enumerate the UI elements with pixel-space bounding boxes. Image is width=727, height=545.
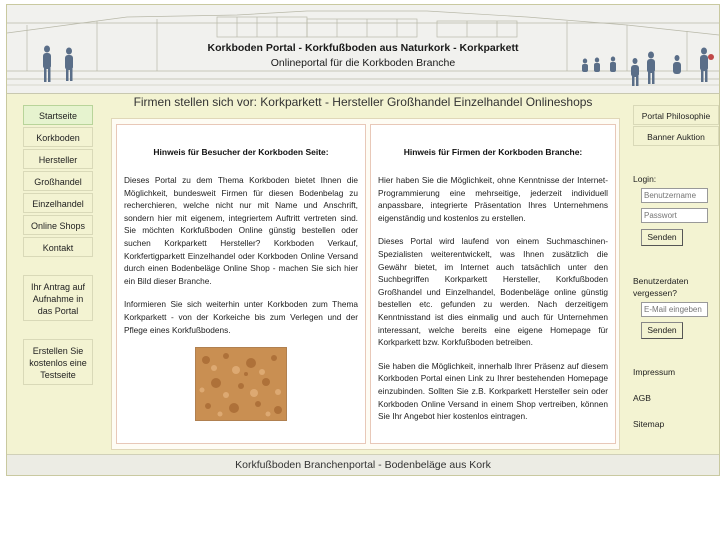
company-info-column xyxy=(370,124,616,444)
nav-item-kontakt[interactable]: Kontakt xyxy=(23,237,93,257)
company-info-paragraph: Sie haben die Möglichkeit, innerhalb Ihrer Präsenz auf diesem Korkboden Portal einen Link zu Ihrer bestehenden Homepage einzubinden. Sollten Sie z.B. Korkparkett Hersteller sein oder Korkboden Online Versand in einem Shop vertreiben, können Sie Ihr Angebot hier kostenlos eintragen. xyxy=(378,360,608,422)
main-content xyxy=(111,118,620,450)
company-info-title: Hinweis für Firmen der Korkboden Branche: xyxy=(403,147,583,157)
cork-texture-image xyxy=(195,347,287,421)
site-title: Korkboden Portal - Korkfußboden aus Naturkork - Korkparkett xyxy=(207,42,519,54)
company-info-paragraph: Dieses Portal wird laufend von einem Suchmaschinen-Spezialisten weiterentwickelt, was Ihnen zusätzlich die Gewähr bietet, im Internet auch tatsächlich unter den Suchbegriffen Korkparkett Hersteller, Korkfußboden Großhandel und Einzelhandel, Bodenbeläge online günstig bestellen etc. gefunden zu werden. Nach derzeitigem Kenntnisstand ist dies einmalig und auch für Unternehmen interessant, welche bereits eine eigene Homepage für Korkparkett bzw. Korkfußboden betreiben. xyxy=(378,236,608,348)
email-input[interactable] xyxy=(641,302,708,317)
right-navigation xyxy=(633,105,721,147)
page-heading: Firmen stellen sich vor: Korkparkett - Hersteller Großhandel Einzelhandel Onlineshops xyxy=(133,95,593,109)
header xyxy=(7,5,719,94)
nav-item-online-shops[interactable]: Online Shops xyxy=(23,215,93,235)
nav-item-korkboden[interactable]: Korkboden xyxy=(23,127,93,147)
left-navigation xyxy=(23,105,93,387)
footer xyxy=(7,454,719,475)
visitor-info-paragraph: Dieses Portal zu dem Thema Korkboden bietet Ihnen die Möglichkeit, bundesweit Firmen für diesen Bodenbelag zu recherchieren, welche nicht nur mit Name und Anschrift, sondern hier mit eigenem, integriertem Auftritt vertreten sind. Sie möchten Korkfußboden Online günstig bestellen oder suchen Korkparkett Hersteller? Korkboden Verkauf, Korkfertigparkett Einzelhandel oder Korkboden Online Versand durch einen Bodenbeläge Online Shop - machen Sie sich hier ein Bild dieser Branche. xyxy=(124,175,358,286)
forgot-credentials-label: Benutzerdaten vergessen? xyxy=(633,276,689,298)
portal-philosophy-link[interactable]: Portal Philosophie xyxy=(633,105,719,125)
page-frame xyxy=(6,4,720,476)
password-input[interactable] xyxy=(641,208,708,223)
nav-item-antrag[interactable]: Ihr Antrag auf Aufnahme in das Portal xyxy=(23,275,93,321)
username-input[interactable] xyxy=(641,188,708,203)
agb-link[interactable]: AGB xyxy=(633,393,651,403)
visitor-info-column xyxy=(116,124,366,444)
login-send-button[interactable]: Senden xyxy=(641,229,683,246)
nav-item-einzelhandel[interactable]: Einzelhandel xyxy=(23,193,93,213)
footer-text: Korkfußboden Branchenportal - Bodenbeläge aus Kork xyxy=(235,459,491,471)
visitor-info-paragraph: Informieren Sie sich weiterhin unter Korkboden zum Thema Korkparkett - von der Korkeiche bis zum Verlegen und der Pflege eines Korkfußbodens. xyxy=(124,299,358,335)
email-send-button[interactable]: Senden xyxy=(641,322,683,339)
visitor-info-title: Hinweis für Besucher der Korkboden Seite: xyxy=(153,147,329,157)
impressum-link[interactable]: Impressum xyxy=(633,367,676,377)
nav-item-grosshandel[interactable]: Großhandel xyxy=(23,171,93,191)
nav-item-startseite[interactable]: Startseite xyxy=(23,105,93,125)
login-label: Login: xyxy=(633,174,657,184)
nav-item-testseite[interactable]: Erstellen Sie kostenlos eine Testseite xyxy=(23,339,93,385)
nav-item-hersteller[interactable]: Hersteller xyxy=(23,149,93,169)
banner-auction-link[interactable]: Banner Auktion xyxy=(633,126,719,146)
site-subtitle: Onlineportal für die Korkboden Branche xyxy=(270,57,456,69)
company-info-paragraph: Hier haben Sie die Möglichkeit, ohne Kenntnisse der Internet-Programmierung eine mehrseitige, jederzeit individuell anpassbare, integrierte Präsentation Ihres Unternehmens eigenständig und kostenlos zu erstellen. xyxy=(378,175,608,223)
sitemap-link[interactable]: Sitemap xyxy=(633,419,665,429)
